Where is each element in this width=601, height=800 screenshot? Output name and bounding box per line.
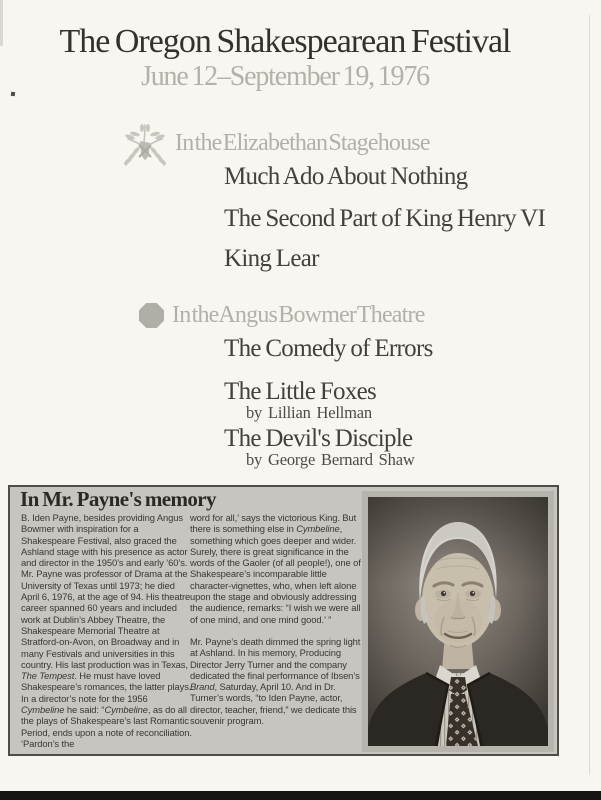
memorial-column-1: B. Iden Payne, besides providing Angus Bowmer with inspiration for a Shakespeare Festival, also graced the Ashland stage with his presence as actor and director in the 1950’s and early ’60’s. Mr. Payne was professor of Drama at the University of Texas until 1973; he died April 6, 1976, at the age of 94. His theatre career spanned 60 years and included work at Dublin’s Abbey Theatre, the Shakespeare Memorial Theatre at Stratford-on-Avon, on Broadway and in many Festivals and universities in this country. His last production was in Texas, The Tempest. He must have loved Shakespeare’s romances, the latter plays. In a director’s note for the 1956 Cymbeline he said: “Cymbeline, as do all the plays of Shakespeare’s last Romantic Period, ends upon a note of reconciliation. ‘Pardon’s the <box>21 512 192 749</box>
play-title: Much Ado About Nothing <box>224 163 468 190</box>
portrait-photo <box>362 491 554 752</box>
scan-edge-shade <box>0 0 3 46</box>
scan-speck <box>11 92 16 97</box>
play-title: The Second Part of King Henry VI <box>224 205 546 232</box>
play-byline: by George Bernard Shaw <box>246 450 415 469</box>
section-heading-angus-bowmer-theatre: In the Angus Bowmer Theatre <box>172 302 425 328</box>
play-title: The Comedy of Errors <box>224 335 433 362</box>
memorial-heading: In Mr. Payne's memory <box>20 487 216 511</box>
bottom-scan-strip <box>0 791 601 800</box>
section-heading-elizabethan-stagehouse: In the Elizabethan Stagehouse <box>175 130 430 156</box>
festival-dates: June 12–September 19, 1976 <box>141 61 429 92</box>
page-title: The Oregon Shakespearean Festival <box>59 23 511 60</box>
play-title: The Little Foxes <box>224 378 377 405</box>
page-edge-line <box>589 15 590 775</box>
play-title: King Lear <box>224 245 319 272</box>
memorial-box <box>8 485 559 756</box>
octagon-icon <box>139 303 164 333</box>
memorial-column-2: word for all,’ says the victorious King. But there is something else in Cymbeline, something which goes deeper and wider. Surely, there is great significance in the words of the Gaoler (of all people!), one of Shakespeare’s incomparable little character-vignettes, who, when left alone upon the stage and obviously addressing the audience, remarks: “I wish we were all of one mind, and one mind good.’ ” Mr. Payne’s death dimmed the spring light at Ashland. In his memory, Producing Director Jerry Turner and the company dedicated the final performance of Ibsen’s Brand, Saturday, April 10. And in Dr. Turner’s words, “to Iden Payne, actor, director, teacher, friend,” we dedicate this souvenir program. <box>190 512 361 727</box>
laurel-crest-icon <box>118 121 172 176</box>
play-byline: by Lillian Hellman <box>246 403 372 422</box>
play-title: The Devil's Disciple <box>224 425 413 452</box>
